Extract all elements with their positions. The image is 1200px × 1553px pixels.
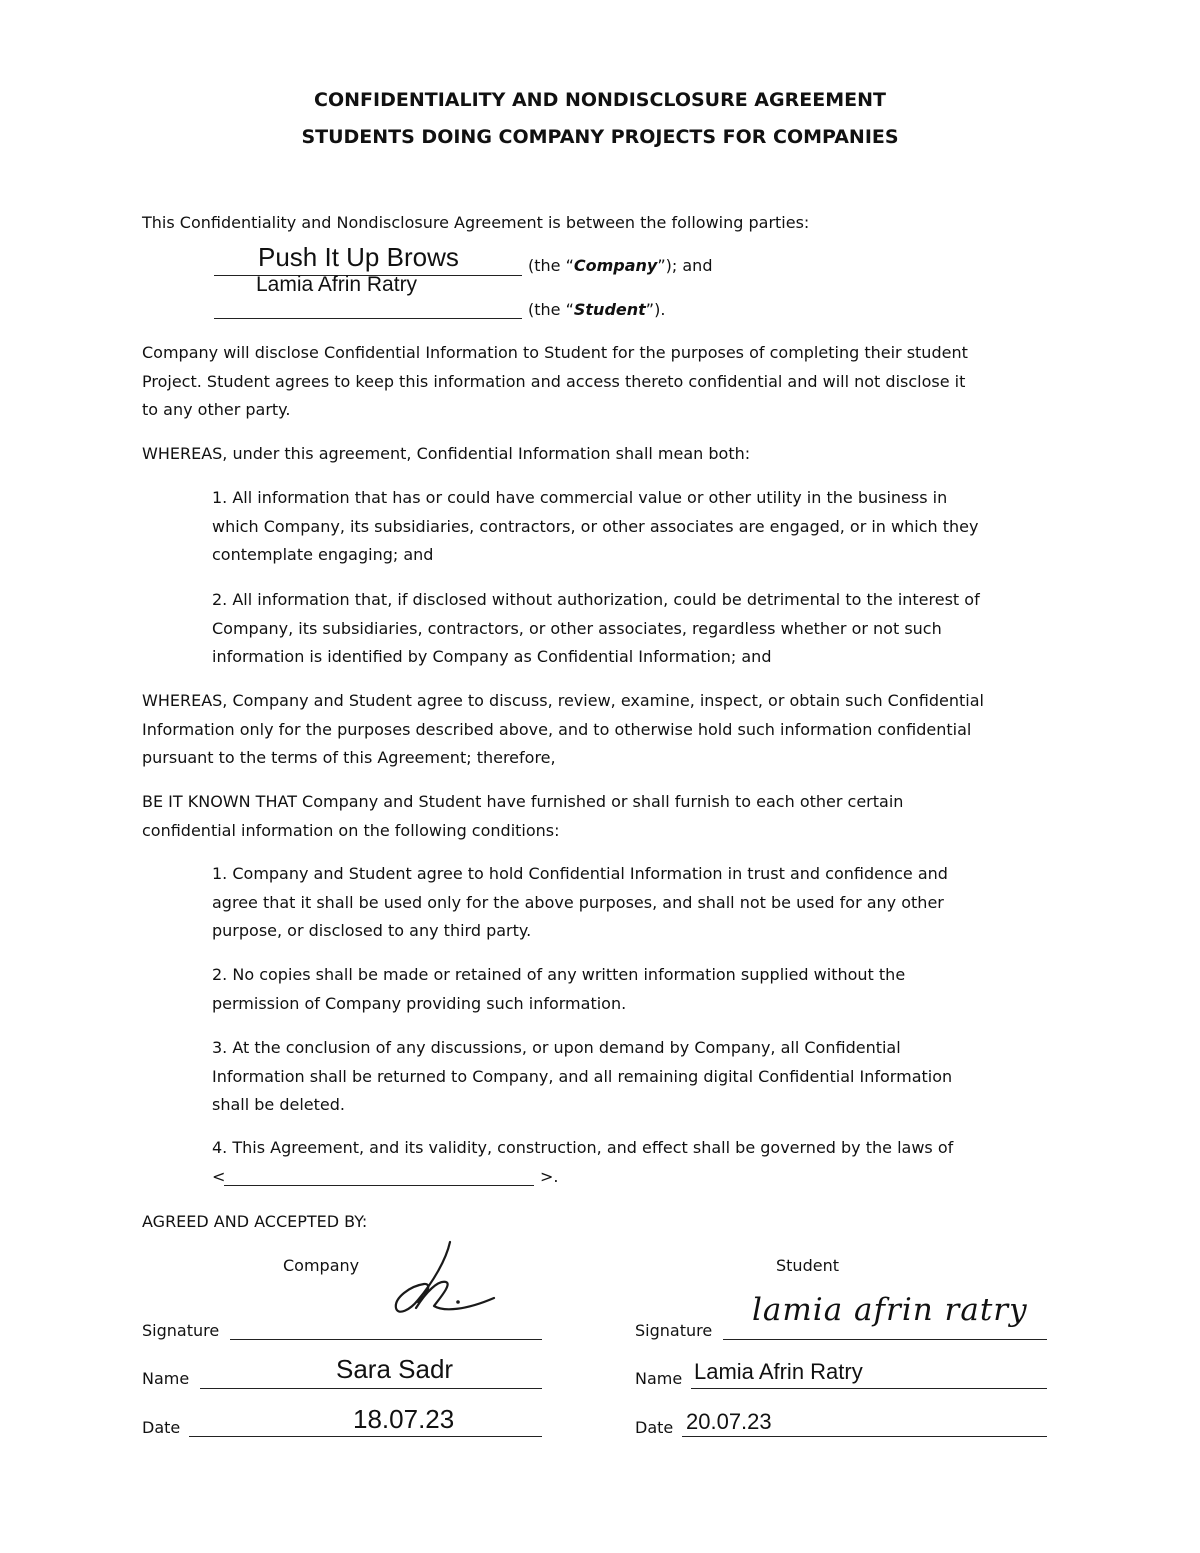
definition-item-1: 1. All information that has or could have commercial value or other utility in the business in which Company, its subsidiaries, contractors, or other associates are engaged, or in which they contemplate engaging; and [212, 488, 979, 564]
student-date-value: 20.07.23 [686, 1409, 772, 1434]
company-date-line [189, 1436, 542, 1437]
condition-item-4: 4. This Agreement, and its validity, construction, and effect shall be governed by the laws of [212, 1138, 954, 1157]
company-party-label: (the “Company”); and [528, 256, 713, 275]
governing-law-line [224, 1185, 534, 1186]
company-column-heading: Company [283, 1256, 360, 1275]
company-name-field: Push It Up Brows [258, 242, 459, 272]
company-date-value: 18.07.23 [353, 1404, 455, 1434]
company-name-line-underline [200, 1388, 542, 1389]
condition-item-3: 3. At the conclusion of any discussions, or upon demand by Company, all Confidential Information shall be returned to Company, and all remaining digital Confidential Information shall be deleted. [212, 1038, 953, 1114]
student-name-label: Name [635, 1369, 683, 1388]
document-title: CONFIDENTIALITY AND NONDISCLOSURE AGREEMENT [314, 89, 886, 111]
student-name-line [214, 318, 522, 319]
company-signature [388, 1236, 500, 1322]
whereas-definition-intro: WHEREAS, under this agreement, Confidential Information shall mean both: [142, 444, 751, 463]
governing-law-open: < [212, 1167, 226, 1186]
disclosure-paragraph: Company will disclose Confidential Information to Student for the purposes of completing their student Project. Student agrees to keep this information and access thereto confidential and will not disclose it to any other party. [142, 343, 968, 419]
student-party-label: (the “Student”). [528, 300, 666, 319]
student-signature-line [723, 1339, 1047, 1340]
company-signature-line [230, 1339, 542, 1340]
company-signer-name: Sara Sadr [336, 1354, 454, 1384]
student-date-label: Date [635, 1418, 674, 1437]
definition-item-2: 2. All information that, if disclosed without authorization, could be detrimental to the interest of Company, its subsidiaries, contractors, or other associates, regardless whether or not such information is identified by Company as Confidential Information; and [212, 590, 980, 666]
student-signature: lamia afrin ratry [752, 1292, 1028, 1328]
condition-item-2: 2. No copies shall be made or retained of any written information supplied without the permission of Company providing such information. [212, 965, 906, 1013]
student-date-line [682, 1436, 1047, 1437]
condition-item-1: 1. Company and Student agree to hold Confidential Information in trust and confidence and agree that it shall be used only for the above purposes, and shall not be used for any other purpose, or disclosed to any third party. [212, 864, 948, 940]
student-name-line-underline [691, 1388, 1047, 1389]
student-column-heading: Student [776, 1256, 839, 1275]
student-name-field: Lamia Afrin Ratry [256, 273, 418, 296]
company-date-label: Date [142, 1418, 181, 1437]
intro-text: This Confidentiality and Nondisclosure Agreement is between the following parties: [142, 213, 810, 232]
whereas-purpose-paragraph: WHEREAS, Company and Student agree to discuss, review, examine, inspect, or obtain such Confidential Information only for the purposes described above, and to otherwise hold such information confidential pursuant to the terms of this Agreement; therefore, [142, 691, 984, 767]
governing-law-close: >. [540, 1167, 559, 1186]
be-it-known-paragraph: BE IT KNOWN THAT Company and Student have furnished or shall furnish to each other certain confidential information on the following conditions: [142, 792, 904, 840]
agreed-accepted-heading: AGREED AND ACCEPTED BY: [142, 1212, 368, 1231]
document-subtitle: STUDENTS DOING COMPANY PROJECTS FOR COMPANIES [301, 126, 899, 148]
company-name-label: Name [142, 1369, 190, 1388]
student-signature-label: Signature [635, 1321, 713, 1340]
company-signature-label: Signature [142, 1321, 220, 1340]
student-signer-name: Lamia Afrin Ratry [694, 1359, 863, 1384]
